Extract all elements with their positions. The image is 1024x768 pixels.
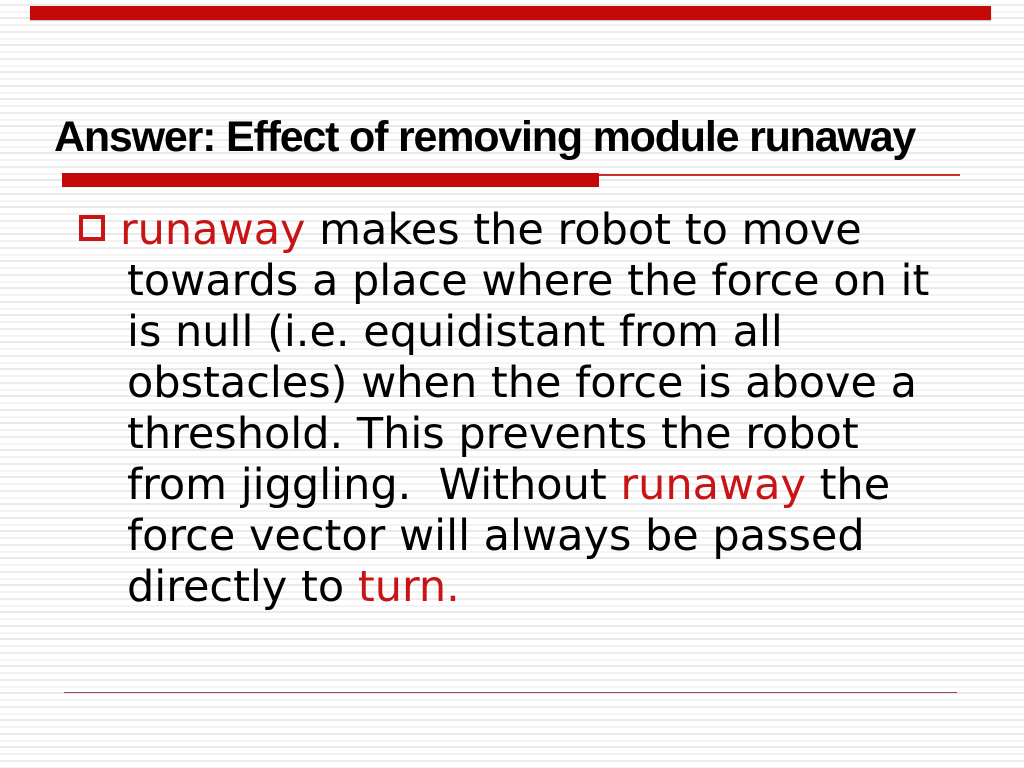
- body-text-segment: force vector will always be passed: [127, 511, 865, 561]
- body-text-segment: the: [805, 460, 891, 510]
- body-line: [0, 205, 1024, 256]
- body-text-segment: runaway: [620, 460, 806, 510]
- body-text-segment: towards a place where the force on it: [127, 256, 930, 306]
- body-line: [0, 256, 1024, 307]
- body-text-segment: obstacles) when the force is above a: [127, 358, 917, 408]
- body-text-segment: directly to: [127, 562, 358, 612]
- body-line: [0, 562, 1024, 613]
- title-underline-thin-rule: [599, 174, 960, 176]
- body-line: [0, 511, 1024, 562]
- slide-body: [0, 205, 1024, 613]
- slide-title: Answer: Effect of removing module runaway: [54, 113, 916, 161]
- body-text-segment: runaway: [120, 205, 320, 255]
- body-line: [0, 307, 1024, 358]
- body-text-segment: from jiggling. Without: [127, 460, 621, 510]
- title-underline-thick-bar: [62, 173, 599, 187]
- hollow-square-bullet-icon: [79, 215, 105, 241]
- body-text-segment: turn.: [357, 562, 460, 612]
- body-line: [0, 358, 1024, 409]
- body-text-segment: is null (i.e. equidistant from all: [127, 307, 783, 357]
- top-red-bar: [30, 6, 991, 20]
- body-text-segment: makes the robot to move: [319, 205, 862, 255]
- body-text-segment: threshold. This prevents the robot: [127, 409, 859, 459]
- body-line: [0, 409, 1024, 460]
- footer-rule: [64, 692, 957, 693]
- body-line: [0, 460, 1024, 511]
